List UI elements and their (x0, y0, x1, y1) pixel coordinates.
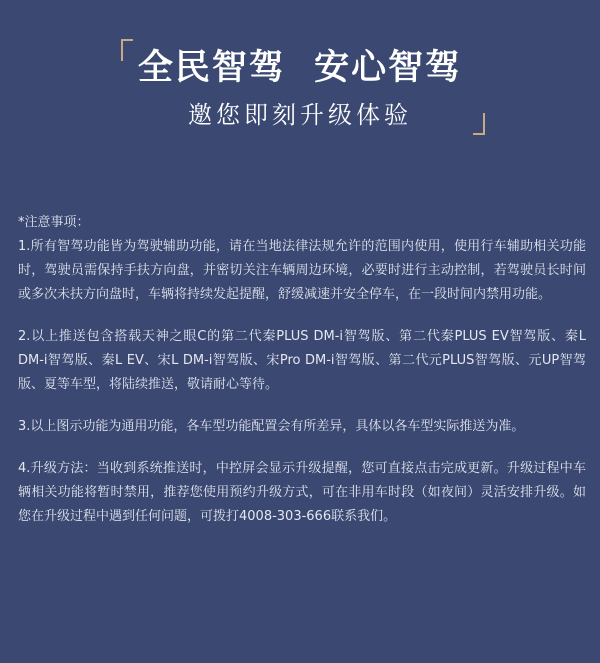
note-item-3: 3.以上图示功能为通用功能，各车型功能配置会有所差异，具体以各车型实际推送为准。 (18, 419, 525, 434)
note-item-4: 4.升级方法：当收到系统推送时，中控屏会显示升级提醒，您可直接点击完成更新。升级过程中车辆相关功能将暂时禁用，推荐您使用预约升级方式，可在非用车时段（如夜间）灵活安排升级。如您在升级过程中遇到任何问题，可拨打4008-303-666联系我们。 (18, 461, 586, 524)
note-item-1: 1.所有智驾功能皆为驾驶辅助功能，请在当地法律法规允许的范围内使用，使用行车辅助相关功能时，驾驶员需保持手扶方向盘，并密切关注车辆周边环境，必要时进行主动控制，若驾驶员长时间或多次未扶方向盘时，车辆将持续发起提醒，舒缓减速并安全停车，在一段时间内禁用功能。 (18, 239, 586, 302)
page-title: 全民智驾 安心智驾 (137, 48, 463, 88)
header (0, 0, 600, 150)
notes-section (18, 213, 586, 547)
note-item-2: 2.以上推送包含搭载天神之眼C的第二代秦PLUS DM-i智驾版、第二代秦PLUS EV智驾版、秦L DM-i智驾版、秦L EV、宋L DM-i智驾版、宋Pro DM-i智驾版、第二代元PLUS智驾版、元UP智驾版、夏等车型，将陆续推送，敬请耐心等待。 (18, 329, 586, 392)
page-subtitle: 邀您即刻升级体验 (188, 101, 412, 129)
notes-heading: *注意事项： (18, 215, 90, 230)
corner-bracket-bottom-right (473, 113, 485, 135)
